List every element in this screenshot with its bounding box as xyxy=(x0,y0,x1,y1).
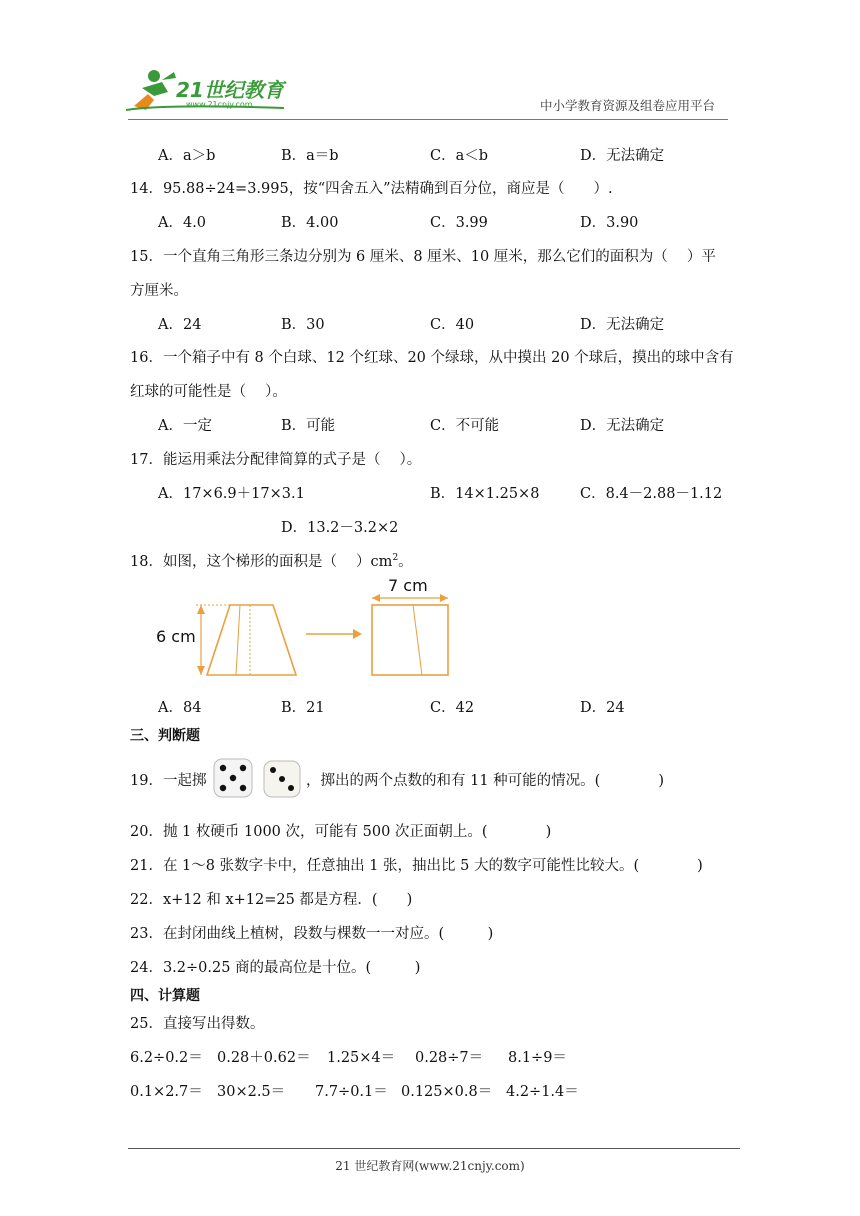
q17-stem: 17．能运用乘法分配律简算的式子是（ ）。 xyxy=(130,452,422,468)
q25-stem: 25．直接写出得数。 xyxy=(130,1016,265,1032)
section-calc-title: 四、计算题 xyxy=(130,988,200,1004)
header-divider xyxy=(128,119,728,120)
q16-option-b: B．可能 xyxy=(281,418,336,434)
q25-row1-item: 8.1÷9＝ xyxy=(508,1050,567,1066)
height-arrow-bottom xyxy=(197,666,205,675)
transform-arrow-head xyxy=(353,629,362,639)
figure-height-label: 6 cm xyxy=(156,627,196,646)
q25-row1-item: 0.28÷7＝ xyxy=(415,1050,484,1066)
q18-stem-end: 。 xyxy=(398,554,413,570)
logo-url: www.21cnjy.com xyxy=(186,100,253,109)
q19-prefix: 19．一起掷 xyxy=(130,773,207,789)
q16-stem-line2: 红球的可能性是（ ）。 xyxy=(130,384,287,400)
q13-option-a: A．a＞b xyxy=(158,148,216,164)
q25-row1-item: 6.2÷0.2＝ xyxy=(130,1050,203,1066)
footer-divider xyxy=(128,1148,740,1149)
rectangle-shape xyxy=(372,605,448,675)
dice-three-icon xyxy=(262,759,302,803)
q19-suffix: ，掷出的两个点数的和有 11 种可能的情况。( ) xyxy=(306,773,664,789)
q20-text: 20．抛 1 枚硬币 1000 次，可能有 500 次正面朝上。( ) xyxy=(130,824,552,840)
dice-five-icon xyxy=(212,757,254,803)
q25-row2-item: 0.1×2.7＝ xyxy=(130,1084,203,1100)
q15-stem-line2: 方厘米。 xyxy=(130,283,188,299)
q14-option-c: C．3.99 xyxy=(430,215,488,231)
q15-option-d: D．无法确定 xyxy=(580,317,665,333)
site-logo xyxy=(124,66,294,116)
q18-stem xyxy=(130,550,413,571)
q24-text: 24．3.2÷0.25 商的最高位是十位。( ) xyxy=(130,960,421,976)
q16-option-c: C．不可能 xyxy=(430,418,500,434)
q18-stem-sup: 2 xyxy=(392,553,399,564)
q17-option-c: C．8.4－2.88－1.12 xyxy=(580,486,723,502)
q16-option-d: D．无法确定 xyxy=(580,418,665,434)
q17-option-a: A．17×6.9＋17×3.1 xyxy=(158,486,305,502)
q18-stem-main: 18．如图，这个梯形的面积是（ ）cm xyxy=(130,554,393,570)
width-arrow-left xyxy=(372,594,380,602)
q18-option-a: A．84 xyxy=(158,700,202,716)
q25-row2-item: 4.2÷1.4＝ xyxy=(506,1084,579,1100)
height-arrow-top xyxy=(197,605,205,614)
trapezoid-shape xyxy=(207,605,296,675)
q18-option-d: D．24 xyxy=(580,700,625,716)
q23-text: 23．在封闭曲线上植树，段数与棵数一一对应。( ) xyxy=(130,926,494,942)
q17-option-d: D．13.2－3.2×2 xyxy=(281,520,399,536)
q14-stem: 14．95.88÷24=3.995，按“四舍五入”法精确到百分位，商应是（ ）. xyxy=(130,181,613,197)
q15-option-a: A．24 xyxy=(158,317,202,333)
section-judge-title: 三、判断题 xyxy=(130,728,200,744)
q13-option-c: C．a＜b xyxy=(430,148,489,164)
q15-option-c: C．40 xyxy=(430,317,475,333)
q25-row1-item: 0.28＋0.62＝ xyxy=(217,1050,311,1066)
logo-text: 21世纪教育 xyxy=(176,78,284,102)
q13-option-b: B．a＝b xyxy=(281,148,339,164)
q16-option-a: A．一定 xyxy=(158,418,212,434)
trapezoid-cut-line xyxy=(236,605,240,675)
q16-stem-line1: 16．一个箱子中有 8 个白球、12 个红球、20 个绿球，从中摸出 20 个球后，摸出的球中含有 xyxy=(130,350,734,366)
q21-text: 21．在 1～8 张数字卡中，任意抽出 1 张，抽出比 5 大的数字可能性比较大。( ) xyxy=(130,858,703,874)
footer-text: 21 世纪教育网(www.21cnjy.com) xyxy=(335,1159,525,1173)
rectangle-cut-line xyxy=(413,605,422,675)
q25-row2-item: 7.7÷0.1＝ xyxy=(315,1084,388,1100)
q14-option-a: A．4.0 xyxy=(158,215,207,231)
q18-option-c: C．42 xyxy=(430,700,475,716)
width-arrow-right xyxy=(440,594,448,602)
q15-stem-line1: 15．一个直角三角形三条边分别为 6 厘米、8 厘米、10 厘米，那么它们的面积为（ ）平 xyxy=(130,249,716,265)
q25-row2-item: 30×2.5＝ xyxy=(217,1084,286,1100)
q13-option-d: D．无法确定 xyxy=(580,148,665,164)
q25-row2-item: 0.125×0.8＝ xyxy=(401,1084,493,1100)
q17-option-b: B．14×1.25×8 xyxy=(430,486,540,502)
q14-option-b: B．4.00 xyxy=(281,215,339,231)
q15-option-b: B．30 xyxy=(281,317,325,333)
q18-option-b: B．21 xyxy=(281,700,325,716)
trapezoid-figure xyxy=(150,572,450,684)
q14-option-d: D．3.90 xyxy=(580,215,639,231)
q22-text: 22．x+12 和 x+12=25 都是方程．( ) xyxy=(130,892,413,908)
platform-title: 中小学教育资源及组卷应用平台 xyxy=(540,98,716,113)
figure-width-label: 7 cm xyxy=(388,576,428,595)
q25-row1-item: 1.25×4＝ xyxy=(327,1050,396,1066)
